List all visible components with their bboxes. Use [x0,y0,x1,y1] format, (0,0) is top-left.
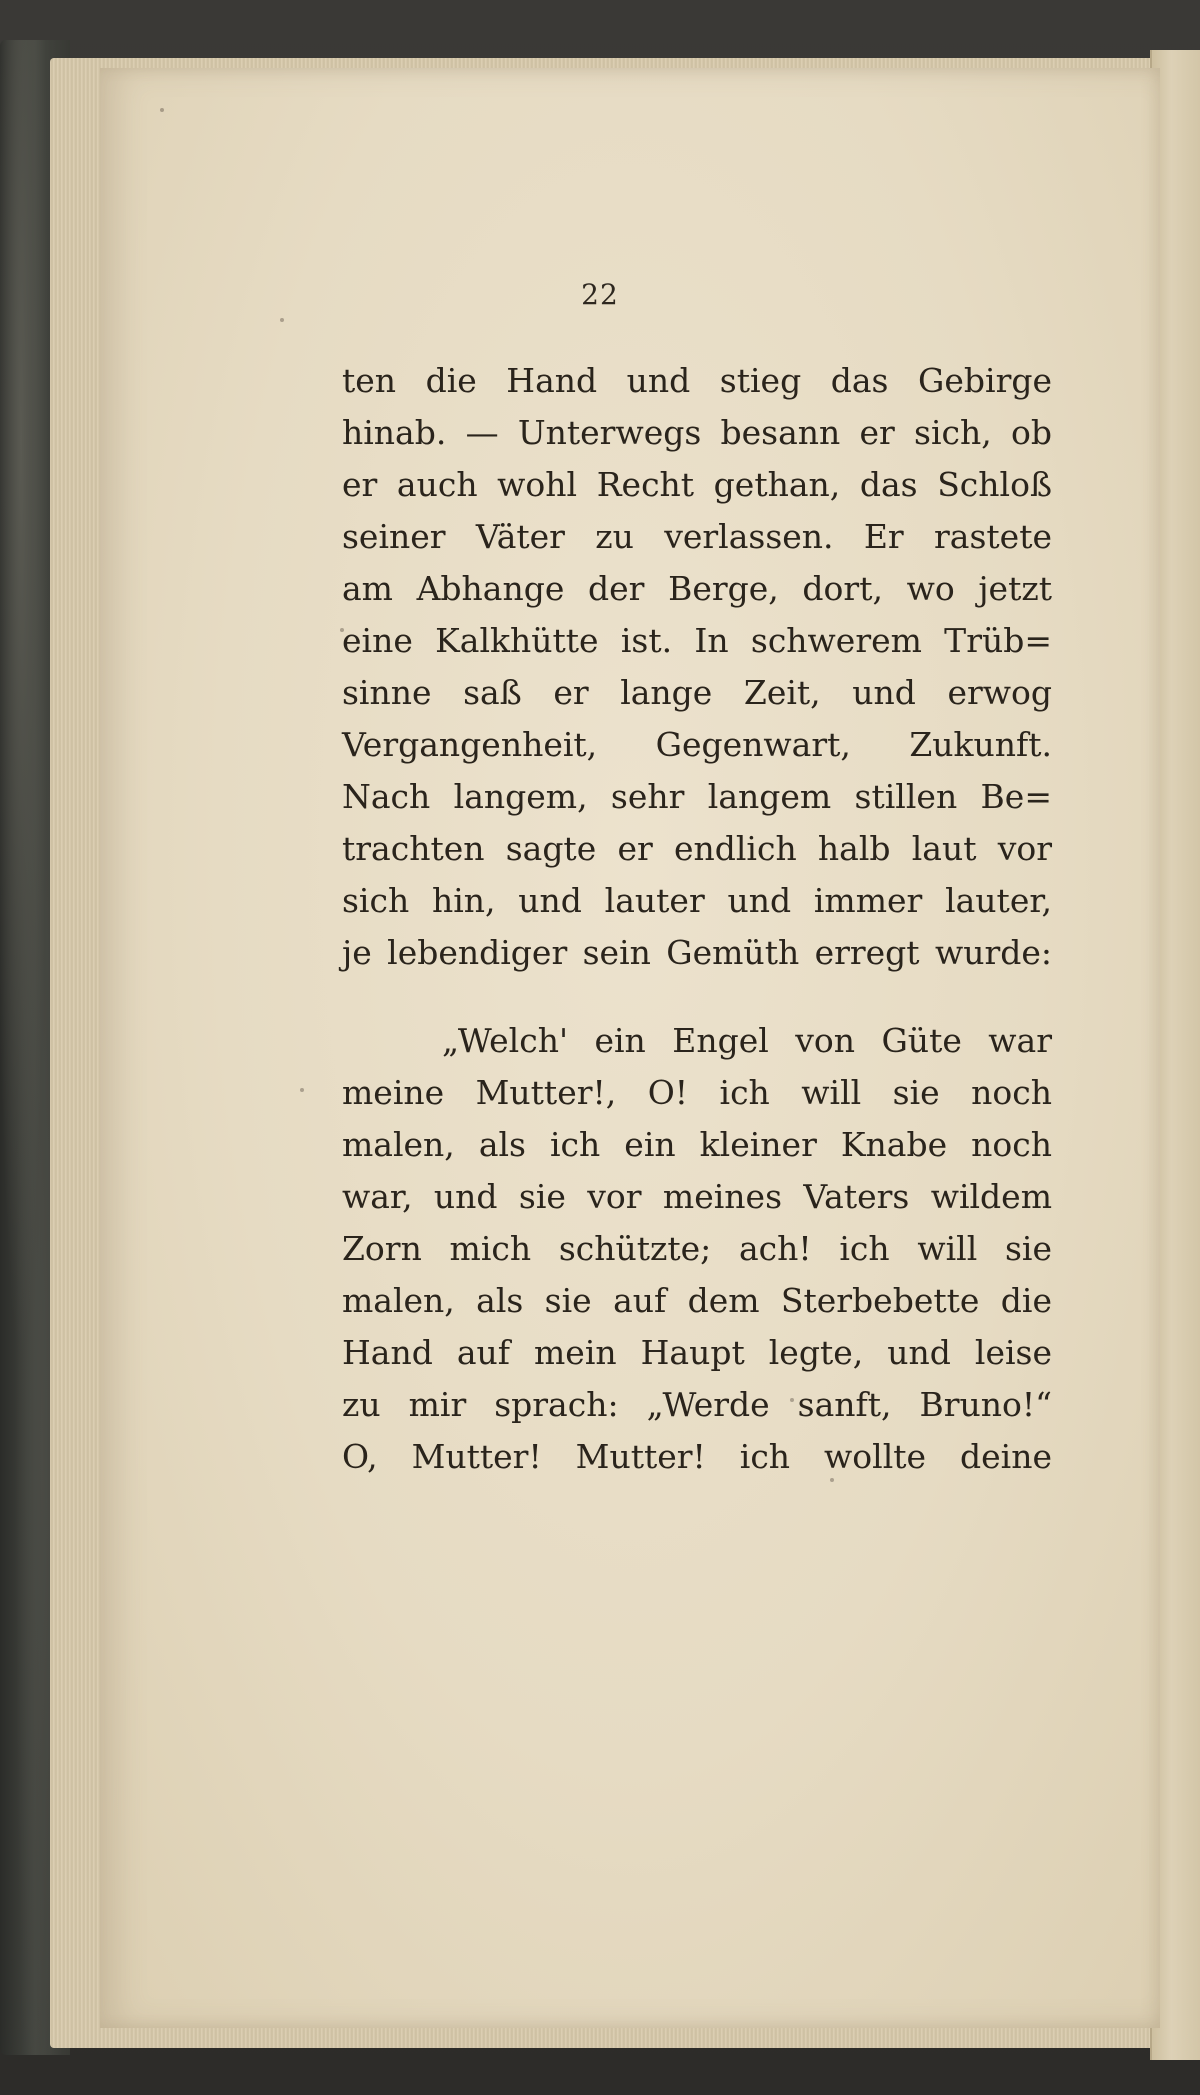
text-line: sinne saß er lange Zeit, und erwog [342,673,1052,712]
text-line: malen, als ich ein kleiner Knabe noch [342,1125,1052,1164]
paragraph-gap [342,979,1052,1015]
text-line: malen, als sie auf dem Sterbebette die [342,1281,1052,1320]
text-line: meine Mutter!, O! ich will sie noch [342,1073,1052,1112]
text-line: sich hin, und lauter und immer lauter, [342,881,1052,920]
paragraph-1 [342,355,1052,979]
paper-speck [160,108,164,112]
paragraph-2 [342,1015,1052,1483]
text-line: hinab. — Unterwegs besann er sich, ob [342,413,1052,452]
page-body-text [342,355,1052,1483]
text-line: war, und sie vor meines Vaters wildem [342,1177,1052,1216]
text-line: Zorn mich schützte; ach! ich will sie [342,1229,1052,1268]
text-line: Hand auf mein Haupt legte, und leise [342,1333,1052,1372]
text-line: eine Kalkhütte ist. In schwerem Trüb= [342,621,1052,660]
text-line: ten die Hand und stieg das Gebirge [342,361,1052,400]
text-line: je lebendiger sein Gemüth erregt wurde: [342,933,1052,972]
text-line: „Welch' ein Engel von Güte war [442,1021,1052,1060]
text-line: seiner Väter zu verlassen. Er rastete [342,517,1052,556]
page-number: 22 [581,278,619,311]
text-line: Vergangenheit, Gegenwart, Zukunft. [342,725,1052,764]
paper-speck [280,318,284,322]
text-line: zu mir sprach: „Werde sanft, Bruno!“ [342,1385,1052,1424]
text-line: trachten sagte er endlich halb laut vor [342,829,1052,868]
text-line: er auch wohl Recht gethan, das Schloß [342,465,1052,504]
text-line: Nach langem, sehr langem stillen Be= [342,777,1052,816]
text-line: O, Mutter! Mutter! ich wollte deine [342,1437,1052,1476]
paper-speck [300,1088,304,1092]
text-line: am Abhange der Berge, dort, wo jetzt [342,569,1052,608]
